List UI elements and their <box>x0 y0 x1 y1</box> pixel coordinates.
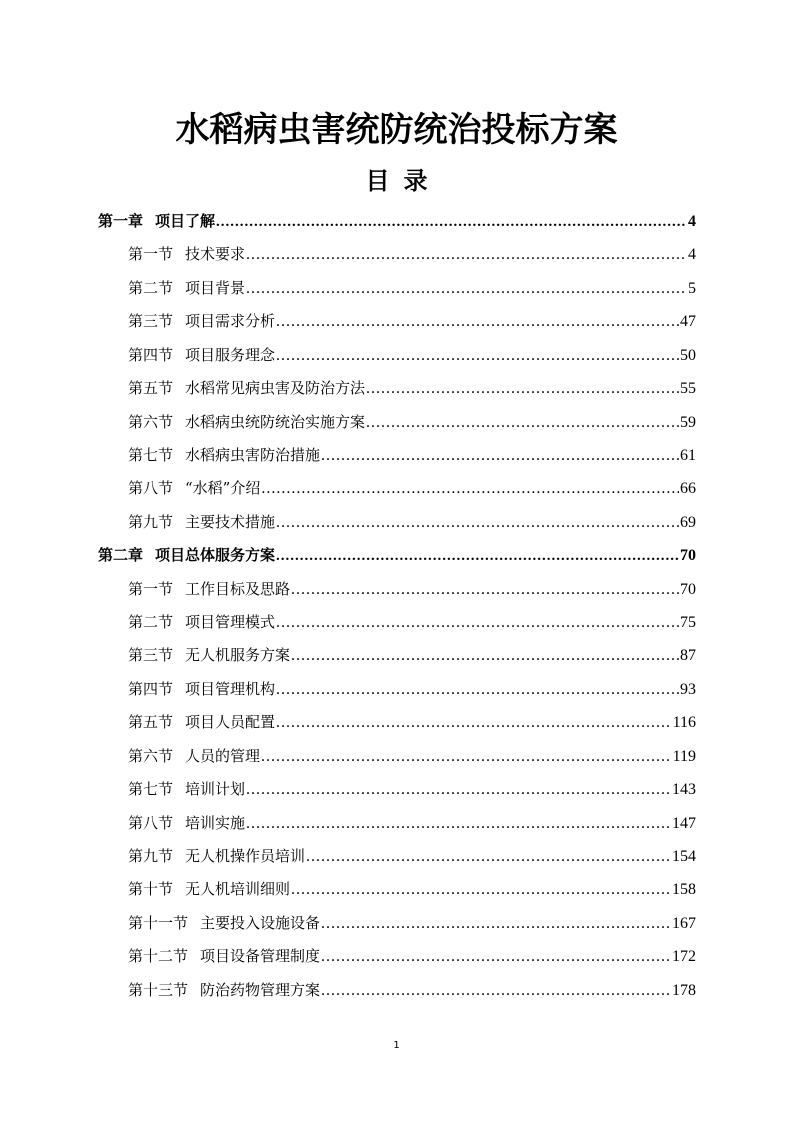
toc-entry-title: 水稻病虫统防统治实施方案 <box>185 412 366 431</box>
toc-entry-number: 第六节 <box>128 412 174 431</box>
toc-entry-page: 4 <box>688 213 696 230</box>
toc-entry-number: 第九节 <box>128 847 174 866</box>
dot-leader <box>261 740 672 773</box>
dot-leader <box>246 773 671 806</box>
toc-section[interactable] <box>98 238 696 271</box>
toc-entry-page: 154 <box>672 848 696 866</box>
toc-entry-title: “水稻”介绍 <box>185 479 261 498</box>
toc-entry-page: 50 <box>680 346 696 364</box>
toc-entry-number: 第一节 <box>128 245 174 264</box>
toc-entry-title: 人员的管理 <box>185 746 261 765</box>
toc-section[interactable] <box>98 974 696 1007</box>
toc-section[interactable] <box>98 339 696 372</box>
toc-entry-title: 项目人员配置 <box>185 713 276 732</box>
toc-section[interactable] <box>98 372 696 405</box>
dot-leader <box>261 472 679 505</box>
toc-heading-text: 目录 <box>365 167 442 195</box>
toc-entry-page: 70 <box>680 547 696 565</box>
toc-entry-page: 178 <box>672 981 696 999</box>
toc-section[interactable] <box>98 740 696 773</box>
toc-entry-title: 防治药物管理方案 <box>200 980 321 999</box>
dot-leader <box>291 639 679 672</box>
toc-entry-page: 66 <box>680 480 696 498</box>
toc-section[interactable] <box>98 907 696 940</box>
toc-entry-page: 167 <box>672 914 696 932</box>
page-number: 1 <box>393 1040 400 1051</box>
toc-entry-page: 4 <box>688 246 696 264</box>
toc-entry-title: 无人机服务方案 <box>185 646 291 665</box>
document-title: 水稻病虫害统防统治投标方案 <box>175 110 618 150</box>
toc-entry-number: 第一节 <box>128 579 174 598</box>
toc-entry-page: 69 <box>680 513 696 531</box>
toc-entry-number: 第二章 <box>98 546 144 565</box>
toc-entry-number: 第二节 <box>128 278 174 297</box>
toc-entry-title: 项目管理机构 <box>185 679 276 698</box>
toc-entry-page: 5 <box>688 279 696 297</box>
toc-entry-title: 主要技术措施 <box>185 512 276 531</box>
dot-leader <box>291 873 671 906</box>
toc-section[interactable] <box>98 573 696 606</box>
dot-leader <box>321 907 671 940</box>
toc-section[interactable] <box>98 506 696 539</box>
dot-leader <box>246 238 687 271</box>
dot-leader <box>366 372 679 405</box>
dot-leader <box>321 940 671 973</box>
toc-entry-title: 培训实施 <box>185 813 246 832</box>
toc-entry-page: 55 <box>680 380 696 398</box>
toc-entry-page: 143 <box>672 781 696 799</box>
toc-entry-number: 第四节 <box>128 345 174 364</box>
toc-entry-page: 147 <box>672 814 696 832</box>
toc-entry-number: 第七节 <box>128 780 174 799</box>
toc-section[interactable] <box>98 940 696 973</box>
toc-entry-page: 59 <box>680 413 696 431</box>
dot-leader <box>276 606 679 639</box>
toc-entry-page: 75 <box>680 614 696 632</box>
toc-section[interactable] <box>98 873 696 906</box>
toc-entry-title: 项目背景 <box>185 278 246 297</box>
dot-leader <box>276 339 679 372</box>
dot-leader <box>246 272 687 305</box>
toc-section[interactable] <box>98 639 696 672</box>
table-of-contents <box>98 205 696 1007</box>
toc-entry-number: 第七节 <box>128 445 174 464</box>
toc-entry-number: 第十节 <box>128 880 174 899</box>
dot-leader <box>246 807 671 840</box>
dot-leader <box>276 673 679 706</box>
toc-section[interactable] <box>98 406 696 439</box>
toc-entry-page: 47 <box>680 313 696 331</box>
toc-entry-title: 项目管理模式 <box>185 613 276 632</box>
toc-section[interactable] <box>98 840 696 873</box>
toc-entry-page: 70 <box>680 580 696 598</box>
toc-entry-number: 第十一节 <box>128 913 189 932</box>
toc-entry-page: 172 <box>672 948 696 966</box>
toc-entry-number: 第十三节 <box>128 980 189 999</box>
toc-entry-title: 项目设备管理制度 <box>200 947 321 966</box>
toc-entry-title: 项目需求分析 <box>185 312 276 331</box>
toc-entry-title: 项目总体服务方案 <box>155 546 276 565</box>
dot-leader <box>276 706 672 739</box>
dot-leader <box>306 840 671 873</box>
toc-entry-number: 第五节 <box>128 713 174 732</box>
toc-entry-page: 119 <box>672 747 696 765</box>
toc-entry-page: 158 <box>672 881 696 899</box>
dot-leader <box>321 439 679 472</box>
toc-section[interactable] <box>98 439 696 472</box>
toc-section[interactable] <box>98 673 696 706</box>
toc-entry-number: 第二节 <box>128 613 174 632</box>
toc-entry-title: 工作目标及思路 <box>185 579 291 598</box>
toc-entry-title: 无人机培训细则 <box>185 880 291 899</box>
toc-entry-page: 87 <box>680 647 696 665</box>
toc-entry-number: 第八节 <box>128 813 174 832</box>
toc-entry-title: 水稻病虫害防治措施 <box>185 445 321 464</box>
toc-entry-page: 93 <box>680 680 696 698</box>
toc-entry-title: 主要投入设施设备 <box>200 913 321 932</box>
toc-entry-page: 61 <box>680 446 696 464</box>
toc-section[interactable] <box>98 305 696 338</box>
toc-chapter-1[interactable] <box>98 205 696 238</box>
dot-leader <box>321 974 671 1007</box>
toc-entry-title: 无人机操作员培训 <box>185 847 306 866</box>
toc-entry-title: 水稻常见病虫害及防治方法 <box>185 379 366 398</box>
toc-entry-title: 技术要求 <box>185 245 246 264</box>
toc-entry-number: 第八节 <box>128 479 174 498</box>
toc-entry-number: 第三节 <box>128 312 174 331</box>
toc-heading <box>0 164 793 198</box>
toc-entry-number: 第一章 <box>98 212 144 230</box>
toc-section[interactable] <box>98 606 696 639</box>
toc-section[interactable] <box>98 272 696 305</box>
dot-leader <box>366 406 679 439</box>
toc-entry-number: 第九节 <box>128 512 174 531</box>
toc-entry-title: 项目服务理念 <box>185 345 276 364</box>
dot-leader <box>276 540 679 573</box>
toc-entry-title: 项目了解 <box>155 212 216 230</box>
toc-entry-number: 第三节 <box>128 646 174 665</box>
dot-leader <box>276 506 679 539</box>
toc-section[interactable] <box>98 472 696 505</box>
dot-leader <box>276 305 679 338</box>
dot-leader <box>216 206 687 239</box>
toc-entry-number: 第十二节 <box>128 947 189 966</box>
toc-chapter-2[interactable] <box>98 539 696 572</box>
toc-entry-number: 第六节 <box>128 746 174 765</box>
toc-entry-page: 116 <box>672 714 696 732</box>
toc-entry-number: 第五节 <box>128 379 174 398</box>
toc-section[interactable] <box>98 773 696 806</box>
toc-entry-number: 第四节 <box>128 679 174 698</box>
toc-section[interactable] <box>98 706 696 739</box>
toc-section[interactable] <box>98 807 696 840</box>
toc-entry-title: 培训计划 <box>185 780 246 799</box>
dot-leader <box>291 573 679 606</box>
